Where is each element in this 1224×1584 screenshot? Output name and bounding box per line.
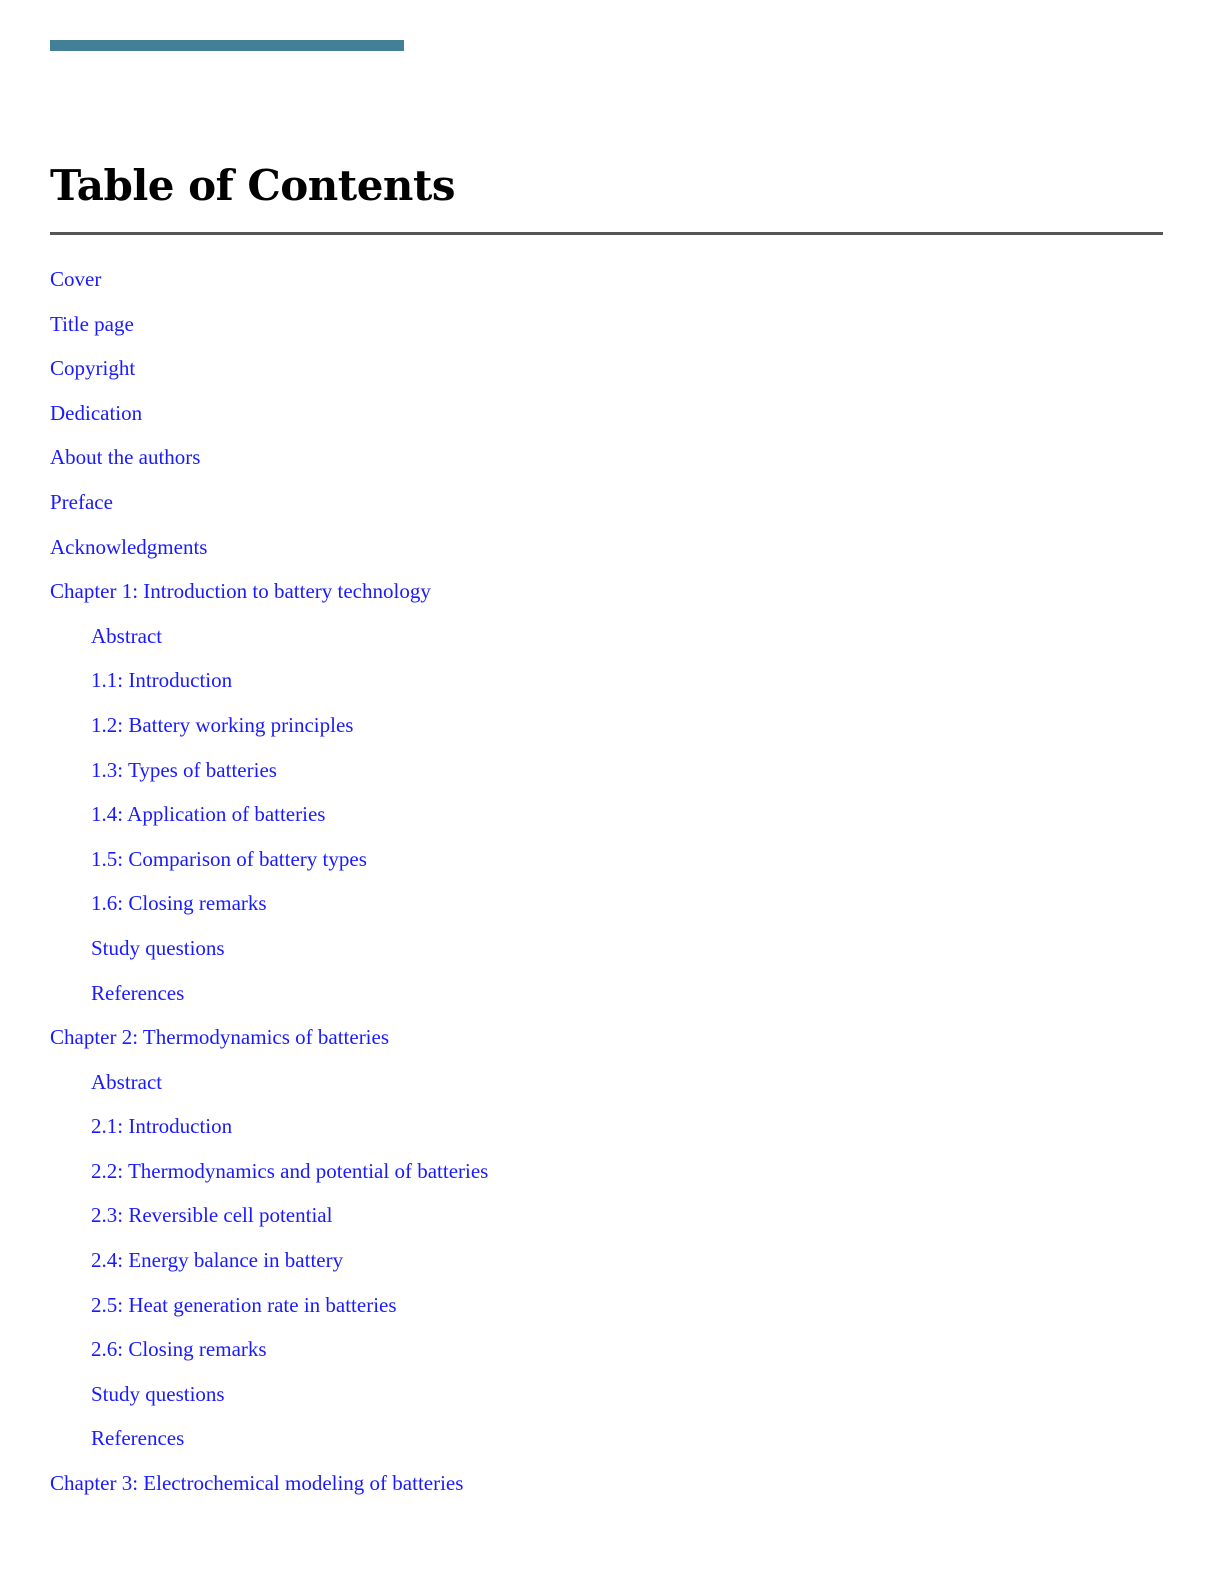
toc-link[interactable]: Title page xyxy=(50,311,134,336)
toc-subentry xyxy=(0,842,488,887)
toc-subentry xyxy=(0,1421,488,1466)
toc-entry xyxy=(0,1020,488,1065)
toc-subentry xyxy=(0,797,488,842)
toc-link[interactable]: Acknowledgments xyxy=(50,534,208,559)
toc-subentry xyxy=(0,886,488,931)
toc-entry xyxy=(0,440,488,485)
toc-entry xyxy=(0,307,488,352)
toc-subentry xyxy=(0,1243,488,1288)
toc-link[interactable]: Abstract xyxy=(91,1069,163,1094)
toc-link[interactable]: 2.4: Energy balance in battery xyxy=(91,1248,344,1273)
toc-link[interactable]: Dedication xyxy=(50,400,143,425)
toc-entry xyxy=(0,574,488,619)
toc-subentry xyxy=(0,1065,488,1110)
toc-list xyxy=(0,262,488,1511)
toc-link[interactable]: Chapter 1: Introduction to battery technology xyxy=(50,579,431,604)
header-accent-bar xyxy=(50,40,404,51)
toc-subentry xyxy=(0,1198,488,1243)
toc-link[interactable]: About the authors xyxy=(50,445,201,470)
toc-link[interactable]: Cover xyxy=(50,267,102,291)
toc-entry xyxy=(0,485,488,530)
toc-subentry xyxy=(0,976,488,1021)
toc-subentry xyxy=(0,1332,488,1377)
toc-link[interactable]: 1.3: Types of batteries xyxy=(91,757,277,782)
toc-link[interactable]: Chapter 2: Thermodynamics of batteries xyxy=(50,1025,390,1050)
toc-subentry xyxy=(0,1377,488,1422)
toc-link[interactable]: 1.5: Comparison of battery types xyxy=(91,846,367,871)
toc-entry xyxy=(0,396,488,441)
toc-subentry xyxy=(0,753,488,798)
toc-link[interactable]: 1.2: Battery working principles xyxy=(91,712,354,737)
toc-link[interactable]: 2.6: Closing remarks xyxy=(91,1337,267,1362)
toc-subentry xyxy=(0,1109,488,1154)
toc-link[interactable]: Abstract xyxy=(91,623,163,648)
toc-entry xyxy=(0,1466,488,1511)
toc-link[interactable]: Study questions xyxy=(91,1381,225,1406)
toc-link[interactable]: 2.2: Thermodynamics and potential of batteries xyxy=(91,1158,489,1183)
toc-subentry xyxy=(0,1288,488,1333)
toc-entry xyxy=(0,262,488,307)
title-divider xyxy=(50,232,1163,235)
toc-link[interactable]: Preface xyxy=(50,489,113,514)
toc-subentry xyxy=(0,619,488,664)
toc-subentry xyxy=(0,931,488,976)
toc-subentry xyxy=(0,663,488,708)
toc-link[interactable]: 1.1: Introduction xyxy=(91,668,233,693)
toc-link[interactable]: 1.6: Closing remarks xyxy=(91,891,267,916)
toc-entry xyxy=(0,530,488,575)
toc-link[interactable]: Chapter 3: Electrochemical modeling of batteries xyxy=(50,1471,464,1496)
toc-link[interactable]: 1.4: Application of batteries xyxy=(91,802,326,827)
toc-link[interactable]: 2.3: Reversible cell potential xyxy=(91,1203,333,1228)
toc-link[interactable]: References xyxy=(91,1426,185,1451)
toc-link[interactable]: Copyright xyxy=(50,356,136,381)
toc-subentry xyxy=(0,708,488,753)
page-title: Table of Contents xyxy=(50,161,455,210)
toc-link[interactable]: Study questions xyxy=(91,935,225,960)
toc-link[interactable]: References xyxy=(91,980,185,1005)
toc-link[interactable]: 2.1: Introduction xyxy=(91,1114,233,1139)
toc-entry xyxy=(0,351,488,396)
toc-subentry xyxy=(0,1154,488,1199)
toc-link[interactable]: 2.5: Heat generation rate in batteries xyxy=(91,1292,397,1317)
